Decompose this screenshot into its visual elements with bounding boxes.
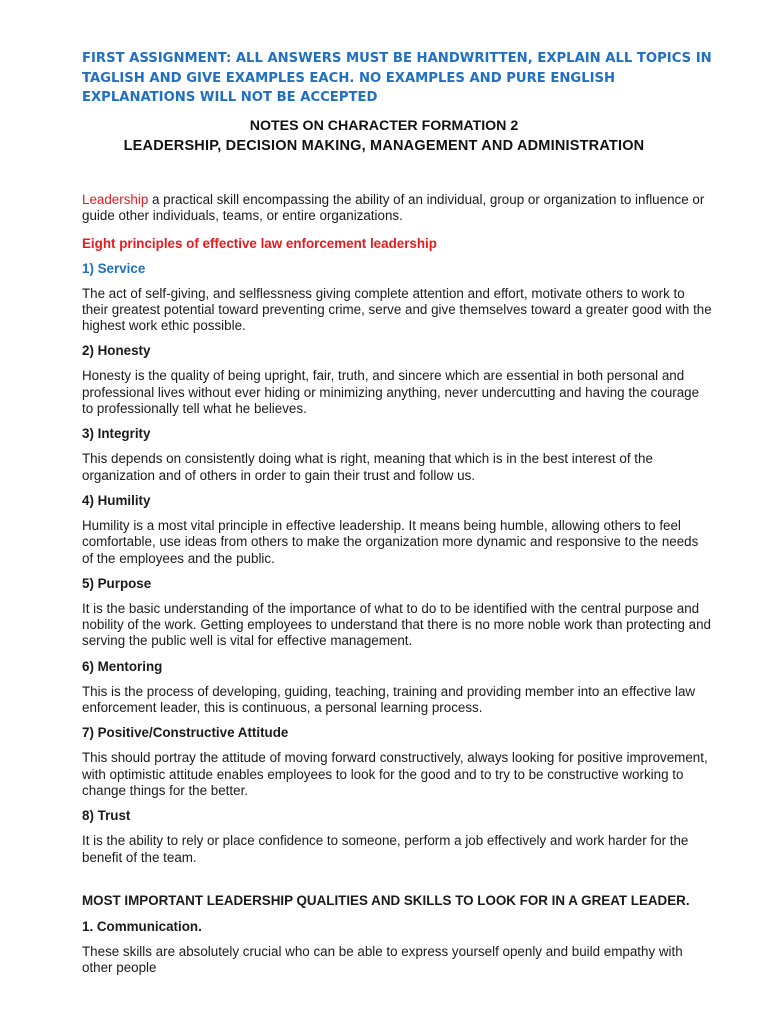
document-body bbox=[82, 192, 712, 977]
principle-text: Honesty is the quality of being upright, fair, truth, and sincere which are essential in both personal and professional lives without ever hiding or minimizing anything, never undercutting and having the courage to professionally tell what he believes. bbox=[82, 368, 700, 417]
assignment-notice: FIRST ASSIGNMENT: ALL ANSWERS MUST BE HANDWRITTEN, EXPLAIN ALL TOPICS IN TAGLISH AND GIVE EXAMPLES EACH. NO EXAMPLES AND PURE ENGLISH EXPLANATIONS WILL NOT BE ACCEPTED bbox=[82, 51, 712, 105]
principle-heading: 3) Integrity bbox=[82, 426, 151, 442]
principle-heading: 7) Positive/Constructive Attitude bbox=[82, 725, 289, 741]
principle-heading: 4) Humility bbox=[82, 492, 151, 508]
leadership-term: Leadership bbox=[82, 192, 149, 207]
document-title: NOTES ON CHARACTER FORMATION 2 bbox=[249, 118, 519, 134]
principle-text: This depends on consistently doing what is right, meaning that which is in the best interest of the organization and of others in order to gain their trust and follow us. bbox=[82, 451, 653, 483]
principle-heading: 8) Trust bbox=[82, 808, 131, 824]
principles-heading: Eight principles of effective law enforcement leadership bbox=[82, 235, 437, 251]
qualities-heading: MOST IMPORTANT LEADERSHIP QUALITIES AND SKILLS TO LOOK FOR IN A GREAT LEADER. bbox=[82, 892, 690, 908]
leadership-text: a practical skill encompassing the ability of an individual, group or organization to influence or guide other individuals, teams, or entire organizations. bbox=[82, 192, 705, 224]
principle-text: Humility is a most vital principle in effective leadership. It means being humble, allowing others to feel comfortable, use ideas from others to make the organization more dynamic and responsive to the needs of the employees and the public. bbox=[82, 517, 699, 566]
leadership-definition bbox=[82, 192, 712, 225]
principle-heading: 2) Honesty bbox=[82, 343, 151, 359]
principle-text: The act of self-giving, and selflessness giving complete attention and effort, motivate others to work to their greatest potential toward preventing crime, serve and give themselves toward a greater good with the highest work ethic possible. bbox=[82, 285, 712, 334]
title-block bbox=[0, 116, 768, 156]
principle-heading: 6) Mentoring bbox=[82, 658, 163, 674]
principle-heading: 1) Service bbox=[82, 260, 146, 276]
principle-text: It is the ability to rely or place confidence to someone, perform a job effectively and work harder for the benefit of the team. bbox=[82, 833, 689, 865]
principle-text: It is the basic understanding of the importance of what to do to be identified with the central purpose and nobility of the work. Getting employees to understand that there is no more noble work than protecting and serving the public well is vital for effective management. bbox=[82, 600, 711, 649]
principle-text: This should portray the attitude of moving forward constructively, always looking for positive improvement, with optimistic attitude enables employees to look for the good and to try to be constructive working to change things for the better. bbox=[82, 750, 708, 798]
document-subtitle: LEADERSHIP, DECISION MAKING, MANAGEMENT AND ADMINISTRATION bbox=[123, 138, 645, 154]
principle-text: This is the process of developing, guiding, teaching, training and providing member into an effective law enforcement leader, this is continuous, a personal learning process. bbox=[82, 683, 696, 716]
principle-heading: 5) Purpose bbox=[82, 575, 152, 591]
quality-heading: 1. Communication. bbox=[82, 919, 202, 935]
quality-text: These skills are absolutely crucial who can be able to express yourself openly and build empathy with other people bbox=[82, 944, 683, 976]
